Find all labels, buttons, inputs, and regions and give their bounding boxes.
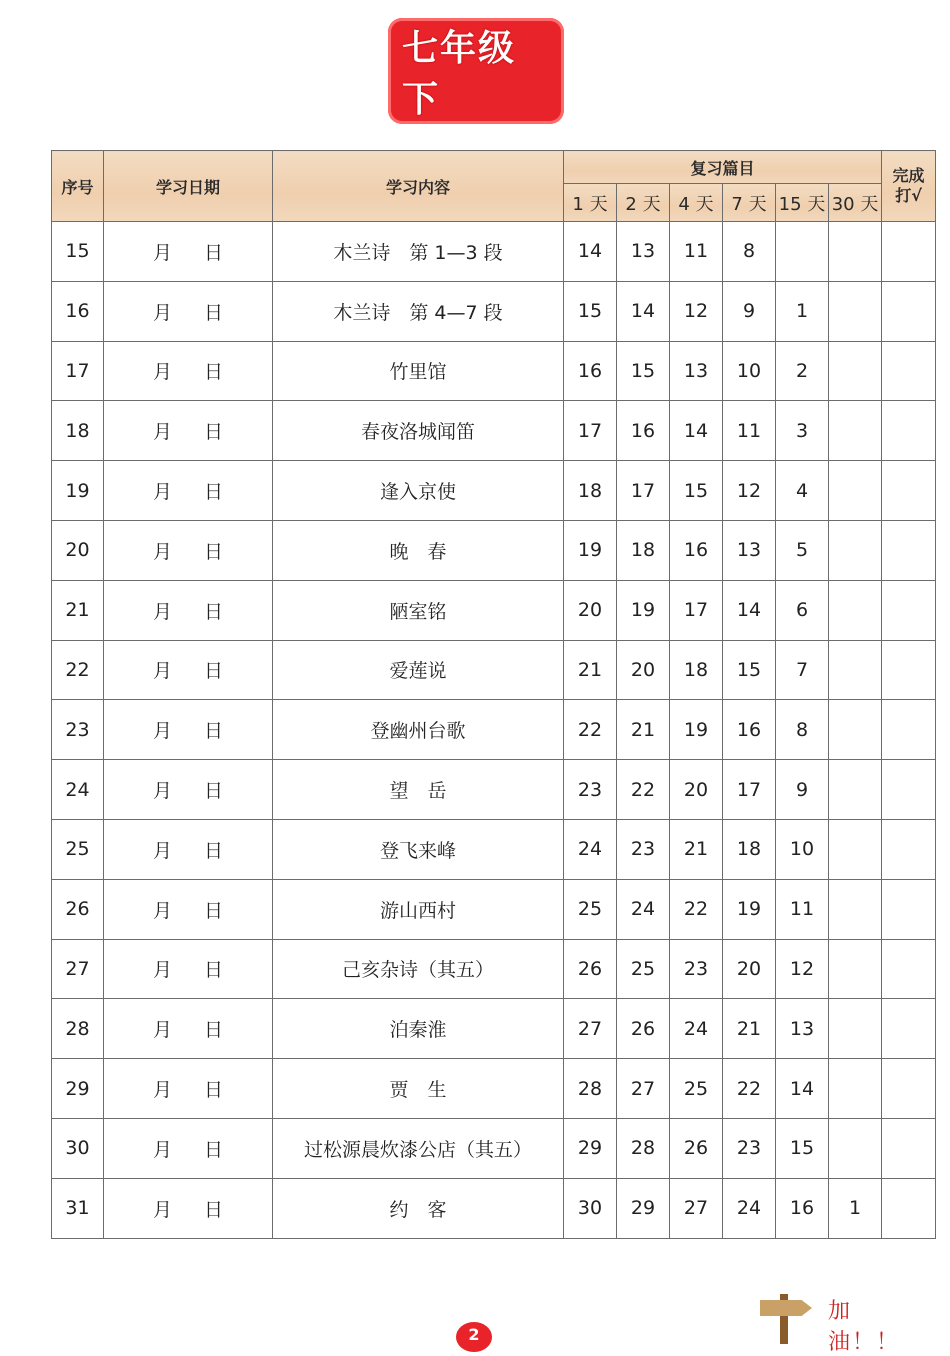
table-row <box>52 401 936 461</box>
table-row <box>52 1118 936 1178</box>
row-content: 登飞来峰 <box>273 819 564 879</box>
row-content: 晚 春 <box>273 520 564 580</box>
review-cell: 16 <box>723 700 776 760</box>
review-cell: 18 <box>564 461 617 521</box>
table-row <box>52 281 936 341</box>
row-content: 泊秦淮 <box>273 999 564 1059</box>
header-review-day: 1 天 <box>564 184 617 222</box>
review-cell: 19 <box>670 700 723 760</box>
review-cell: 24 <box>564 819 617 879</box>
page-number: 2 <box>456 1322 492 1352</box>
review-cell: 15 <box>670 461 723 521</box>
header-review-day: 30 天 <box>829 184 882 222</box>
row-date <box>104 580 273 640</box>
review-cell <box>829 999 882 1059</box>
row-index: 31 <box>52 1178 104 1238</box>
review-cell <box>829 700 882 760</box>
header-review: 复习篇目 <box>564 151 882 184</box>
review-cell <box>829 580 882 640</box>
row-content: 木兰诗 第 1—3 段 <box>273 222 564 282</box>
row-index: 28 <box>52 999 104 1059</box>
review-cell: 26 <box>617 999 670 1059</box>
review-cell: 23 <box>564 760 617 820</box>
review-cell: 23 <box>670 939 723 999</box>
month-label: 月 <box>152 301 172 324</box>
done-checkbox-cell[interactable] <box>882 222 936 282</box>
done-checkbox-cell[interactable] <box>882 281 936 341</box>
month-label: 月 <box>152 660 172 683</box>
review-cell: 18 <box>617 520 670 580</box>
review-cell <box>829 640 882 700</box>
review-cell: 13 <box>617 222 670 282</box>
month-label: 月 <box>152 1198 172 1221</box>
row-index: 20 <box>52 520 104 580</box>
table-row <box>52 700 936 760</box>
cheer-signpost <box>760 1290 920 1355</box>
table-row <box>52 640 936 700</box>
review-cell: 15 <box>564 281 617 341</box>
study-schedule-table <box>51 150 936 1239</box>
done-checkbox-cell[interactable] <box>882 401 936 461</box>
table-row <box>52 819 936 879</box>
month-label: 月 <box>152 361 172 384</box>
review-cell: 14 <box>617 281 670 341</box>
review-cell <box>829 401 882 461</box>
review-cell <box>829 760 882 820</box>
review-cell: 15 <box>723 640 776 700</box>
row-index: 15 <box>52 222 104 282</box>
review-cell: 16 <box>617 401 670 461</box>
table-row <box>52 760 936 820</box>
review-cell <box>829 939 882 999</box>
header-review-day: 4 天 <box>670 184 723 222</box>
review-cell: 28 <box>617 1118 670 1178</box>
header-index: 序号 <box>52 151 104 222</box>
review-cell: 11 <box>776 879 829 939</box>
review-cell: 23 <box>617 819 670 879</box>
month-label: 月 <box>152 780 172 803</box>
review-cell: 21 <box>670 819 723 879</box>
row-content: 春夜洛城闻笛 <box>273 401 564 461</box>
table-row <box>52 999 936 1059</box>
page-title: 七年级下 <box>388 18 564 124</box>
review-cell: 11 <box>723 401 776 461</box>
review-cell <box>829 879 882 939</box>
day-label: 日 <box>204 1079 224 1102</box>
month-label: 月 <box>152 241 172 264</box>
row-index: 26 <box>52 879 104 939</box>
review-cell: 27 <box>564 999 617 1059</box>
header-date: 学习日期 <box>104 151 273 222</box>
review-cell: 9 <box>776 760 829 820</box>
review-cell: 3 <box>776 401 829 461</box>
done-checkbox-cell[interactable] <box>882 1118 936 1178</box>
review-cell: 17 <box>617 461 670 521</box>
row-content: 过松源晨炊漆公店（其五） <box>273 1118 564 1178</box>
row-content: 木兰诗 第 4—7 段 <box>273 281 564 341</box>
review-cell: 18 <box>723 819 776 879</box>
row-content: 登幽州台歌 <box>273 700 564 760</box>
day-label: 日 <box>204 1138 224 1161</box>
review-cell: 28 <box>564 1059 617 1119</box>
table-body <box>52 222 936 1239</box>
review-cell <box>829 461 882 521</box>
done-checkbox-cell[interactable] <box>882 1059 936 1119</box>
review-cell <box>829 1059 882 1119</box>
review-cell: 15 <box>776 1118 829 1178</box>
row-index: 21 <box>52 580 104 640</box>
done-checkbox-cell[interactable] <box>882 879 936 939</box>
review-cell <box>776 222 829 282</box>
page-title-badge <box>388 28 564 120</box>
row-index: 29 <box>52 1059 104 1119</box>
table-row <box>52 341 936 401</box>
review-cell: 27 <box>617 1059 670 1119</box>
review-cell: 19 <box>723 879 776 939</box>
review-cell <box>829 1118 882 1178</box>
row-index: 22 <box>52 640 104 700</box>
table-row <box>52 1059 936 1119</box>
row-date <box>104 879 273 939</box>
row-date <box>104 341 273 401</box>
day-label: 日 <box>204 241 224 264</box>
row-date <box>104 461 273 521</box>
day-label: 日 <box>204 481 224 504</box>
review-cell: 20 <box>670 760 723 820</box>
day-label: 日 <box>204 421 224 444</box>
review-cell: 27 <box>670 1178 723 1238</box>
review-cell: 11 <box>670 222 723 282</box>
review-cell: 13 <box>776 999 829 1059</box>
arrow-sign-icon <box>760 1300 812 1316</box>
review-cell: 5 <box>776 520 829 580</box>
review-cell: 10 <box>776 819 829 879</box>
done-checkbox-cell[interactable] <box>882 819 936 879</box>
review-cell: 6 <box>776 580 829 640</box>
review-cell: 20 <box>723 939 776 999</box>
review-cell: 26 <box>564 939 617 999</box>
row-content: 约 客 <box>273 1178 564 1238</box>
done-checkbox-cell[interactable] <box>882 640 936 700</box>
review-cell: 30 <box>564 1178 617 1238</box>
review-cell: 29 <box>564 1118 617 1178</box>
review-cell: 12 <box>723 461 776 521</box>
review-cell: 12 <box>776 939 829 999</box>
done-checkbox-cell[interactable] <box>882 580 936 640</box>
month-label: 月 <box>152 1138 172 1161</box>
review-cell: 17 <box>564 401 617 461</box>
header-review-day: 7 天 <box>723 184 776 222</box>
row-content: 贾 生 <box>273 1059 564 1119</box>
month-label: 月 <box>152 720 172 743</box>
row-date <box>104 222 273 282</box>
cheer-text: 加油！！ <box>828 1299 901 1355</box>
review-cell: 20 <box>617 640 670 700</box>
row-index: 17 <box>52 341 104 401</box>
row-content: 游山西村 <box>273 879 564 939</box>
row-date <box>104 520 273 580</box>
row-index: 19 <box>52 461 104 521</box>
table-row <box>52 580 936 640</box>
row-content: 望 岳 <box>273 760 564 820</box>
row-date <box>104 700 273 760</box>
row-content: 竹里馆 <box>273 341 564 401</box>
month-label: 月 <box>152 899 172 922</box>
month-label: 月 <box>152 1079 172 1102</box>
row-content: 逢入京使 <box>273 461 564 521</box>
review-cell: 29 <box>617 1178 670 1238</box>
row-date <box>104 760 273 820</box>
review-cell: 17 <box>670 580 723 640</box>
review-cell: 22 <box>564 700 617 760</box>
header-done-line1: 完成 <box>892 166 925 185</box>
table-row <box>52 520 936 580</box>
month-label: 月 <box>152 421 172 444</box>
month-label: 月 <box>152 839 172 862</box>
review-cell: 25 <box>617 939 670 999</box>
done-checkbox-cell[interactable] <box>882 760 936 820</box>
table-row <box>52 939 936 999</box>
done-checkbox-cell[interactable] <box>882 939 936 999</box>
review-cell: 22 <box>670 879 723 939</box>
row-index: 18 <box>52 401 104 461</box>
row-date <box>104 819 273 879</box>
month-label: 月 <box>152 540 172 563</box>
table-row <box>52 879 936 939</box>
row-date <box>104 281 273 341</box>
row-index: 27 <box>52 939 104 999</box>
header-done <box>882 151 936 222</box>
review-cell: 2 <box>776 341 829 401</box>
table-row <box>52 1178 936 1238</box>
review-cell: 15 <box>617 341 670 401</box>
review-cell: 24 <box>617 879 670 939</box>
row-content: 爱莲说 <box>273 640 564 700</box>
row-date <box>104 999 273 1059</box>
review-cell: 21 <box>617 700 670 760</box>
done-checkbox-cell[interactable] <box>882 341 936 401</box>
row-date <box>104 1118 273 1178</box>
review-cell: 14 <box>723 580 776 640</box>
review-cell: 14 <box>670 401 723 461</box>
done-checkbox-cell[interactable] <box>882 461 936 521</box>
header-review-day: 2 天 <box>617 184 670 222</box>
table-row <box>52 222 936 282</box>
month-label: 月 <box>152 1019 172 1042</box>
row-date <box>104 939 273 999</box>
table-row <box>52 461 936 521</box>
review-cell: 18 <box>670 640 723 700</box>
header-review-day: 15 天 <box>776 184 829 222</box>
review-cell: 20 <box>564 580 617 640</box>
review-cell: 22 <box>723 1059 776 1119</box>
day-label: 日 <box>204 780 224 803</box>
review-cell: 17 <box>723 760 776 820</box>
review-cell: 8 <box>776 700 829 760</box>
review-cell: 19 <box>564 520 617 580</box>
day-label: 日 <box>204 301 224 324</box>
review-cell: 25 <box>564 879 617 939</box>
day-label: 日 <box>204 361 224 384</box>
header-done-line2: 打√ <box>895 186 922 205</box>
row-date <box>104 1059 273 1119</box>
review-cell: 16 <box>776 1178 829 1238</box>
row-date <box>104 401 273 461</box>
month-label: 月 <box>152 600 172 623</box>
day-label: 日 <box>204 600 224 623</box>
review-cell: 25 <box>670 1059 723 1119</box>
row-index: 24 <box>52 760 104 820</box>
review-cell: 19 <box>617 580 670 640</box>
row-content: 陋室铭 <box>273 580 564 640</box>
month-label: 月 <box>152 481 172 504</box>
day-label: 日 <box>204 540 224 563</box>
review-cell <box>829 281 882 341</box>
review-cell: 14 <box>776 1059 829 1119</box>
review-cell: 21 <box>723 999 776 1059</box>
day-label: 日 <box>204 1019 224 1042</box>
review-cell: 23 <box>723 1118 776 1178</box>
review-cell: 16 <box>564 341 617 401</box>
review-cell <box>829 819 882 879</box>
review-cell: 4 <box>776 461 829 521</box>
row-index: 30 <box>52 1118 104 1178</box>
day-label: 日 <box>204 899 224 922</box>
row-index: 16 <box>52 281 104 341</box>
row-index: 23 <box>52 700 104 760</box>
row-content: 己亥杂诗（其五） <box>273 939 564 999</box>
review-cell <box>829 341 882 401</box>
review-cell: 24 <box>670 999 723 1059</box>
review-cell: 22 <box>617 760 670 820</box>
review-cell: 1 <box>829 1178 882 1238</box>
review-cell: 13 <box>723 520 776 580</box>
done-checkbox-cell[interactable] <box>882 520 936 580</box>
review-cell: 12 <box>670 281 723 341</box>
row-date <box>104 640 273 700</box>
row-date <box>104 1178 273 1238</box>
header-content: 学习内容 <box>273 151 564 222</box>
review-cell: 14 <box>564 222 617 282</box>
day-label: 日 <box>204 720 224 743</box>
review-cell: 13 <box>670 341 723 401</box>
review-cell: 16 <box>670 520 723 580</box>
done-checkbox-cell[interactable] <box>882 1178 936 1238</box>
review-cell: 21 <box>564 640 617 700</box>
review-cell: 10 <box>723 341 776 401</box>
review-cell: 8 <box>723 222 776 282</box>
review-cell <box>829 520 882 580</box>
month-label: 月 <box>152 959 172 982</box>
day-label: 日 <box>204 959 224 982</box>
table-header <box>52 151 936 222</box>
review-cell <box>829 222 882 282</box>
done-checkbox-cell[interactable] <box>882 700 936 760</box>
day-label: 日 <box>204 660 224 683</box>
row-index: 25 <box>52 819 104 879</box>
done-checkbox-cell[interactable] <box>882 999 936 1059</box>
review-cell: 1 <box>776 281 829 341</box>
review-cell: 7 <box>776 640 829 700</box>
day-label: 日 <box>204 839 224 862</box>
day-label: 日 <box>204 1198 224 1221</box>
review-cell: 24 <box>723 1178 776 1238</box>
review-cell: 9 <box>723 281 776 341</box>
review-cell: 26 <box>670 1118 723 1178</box>
